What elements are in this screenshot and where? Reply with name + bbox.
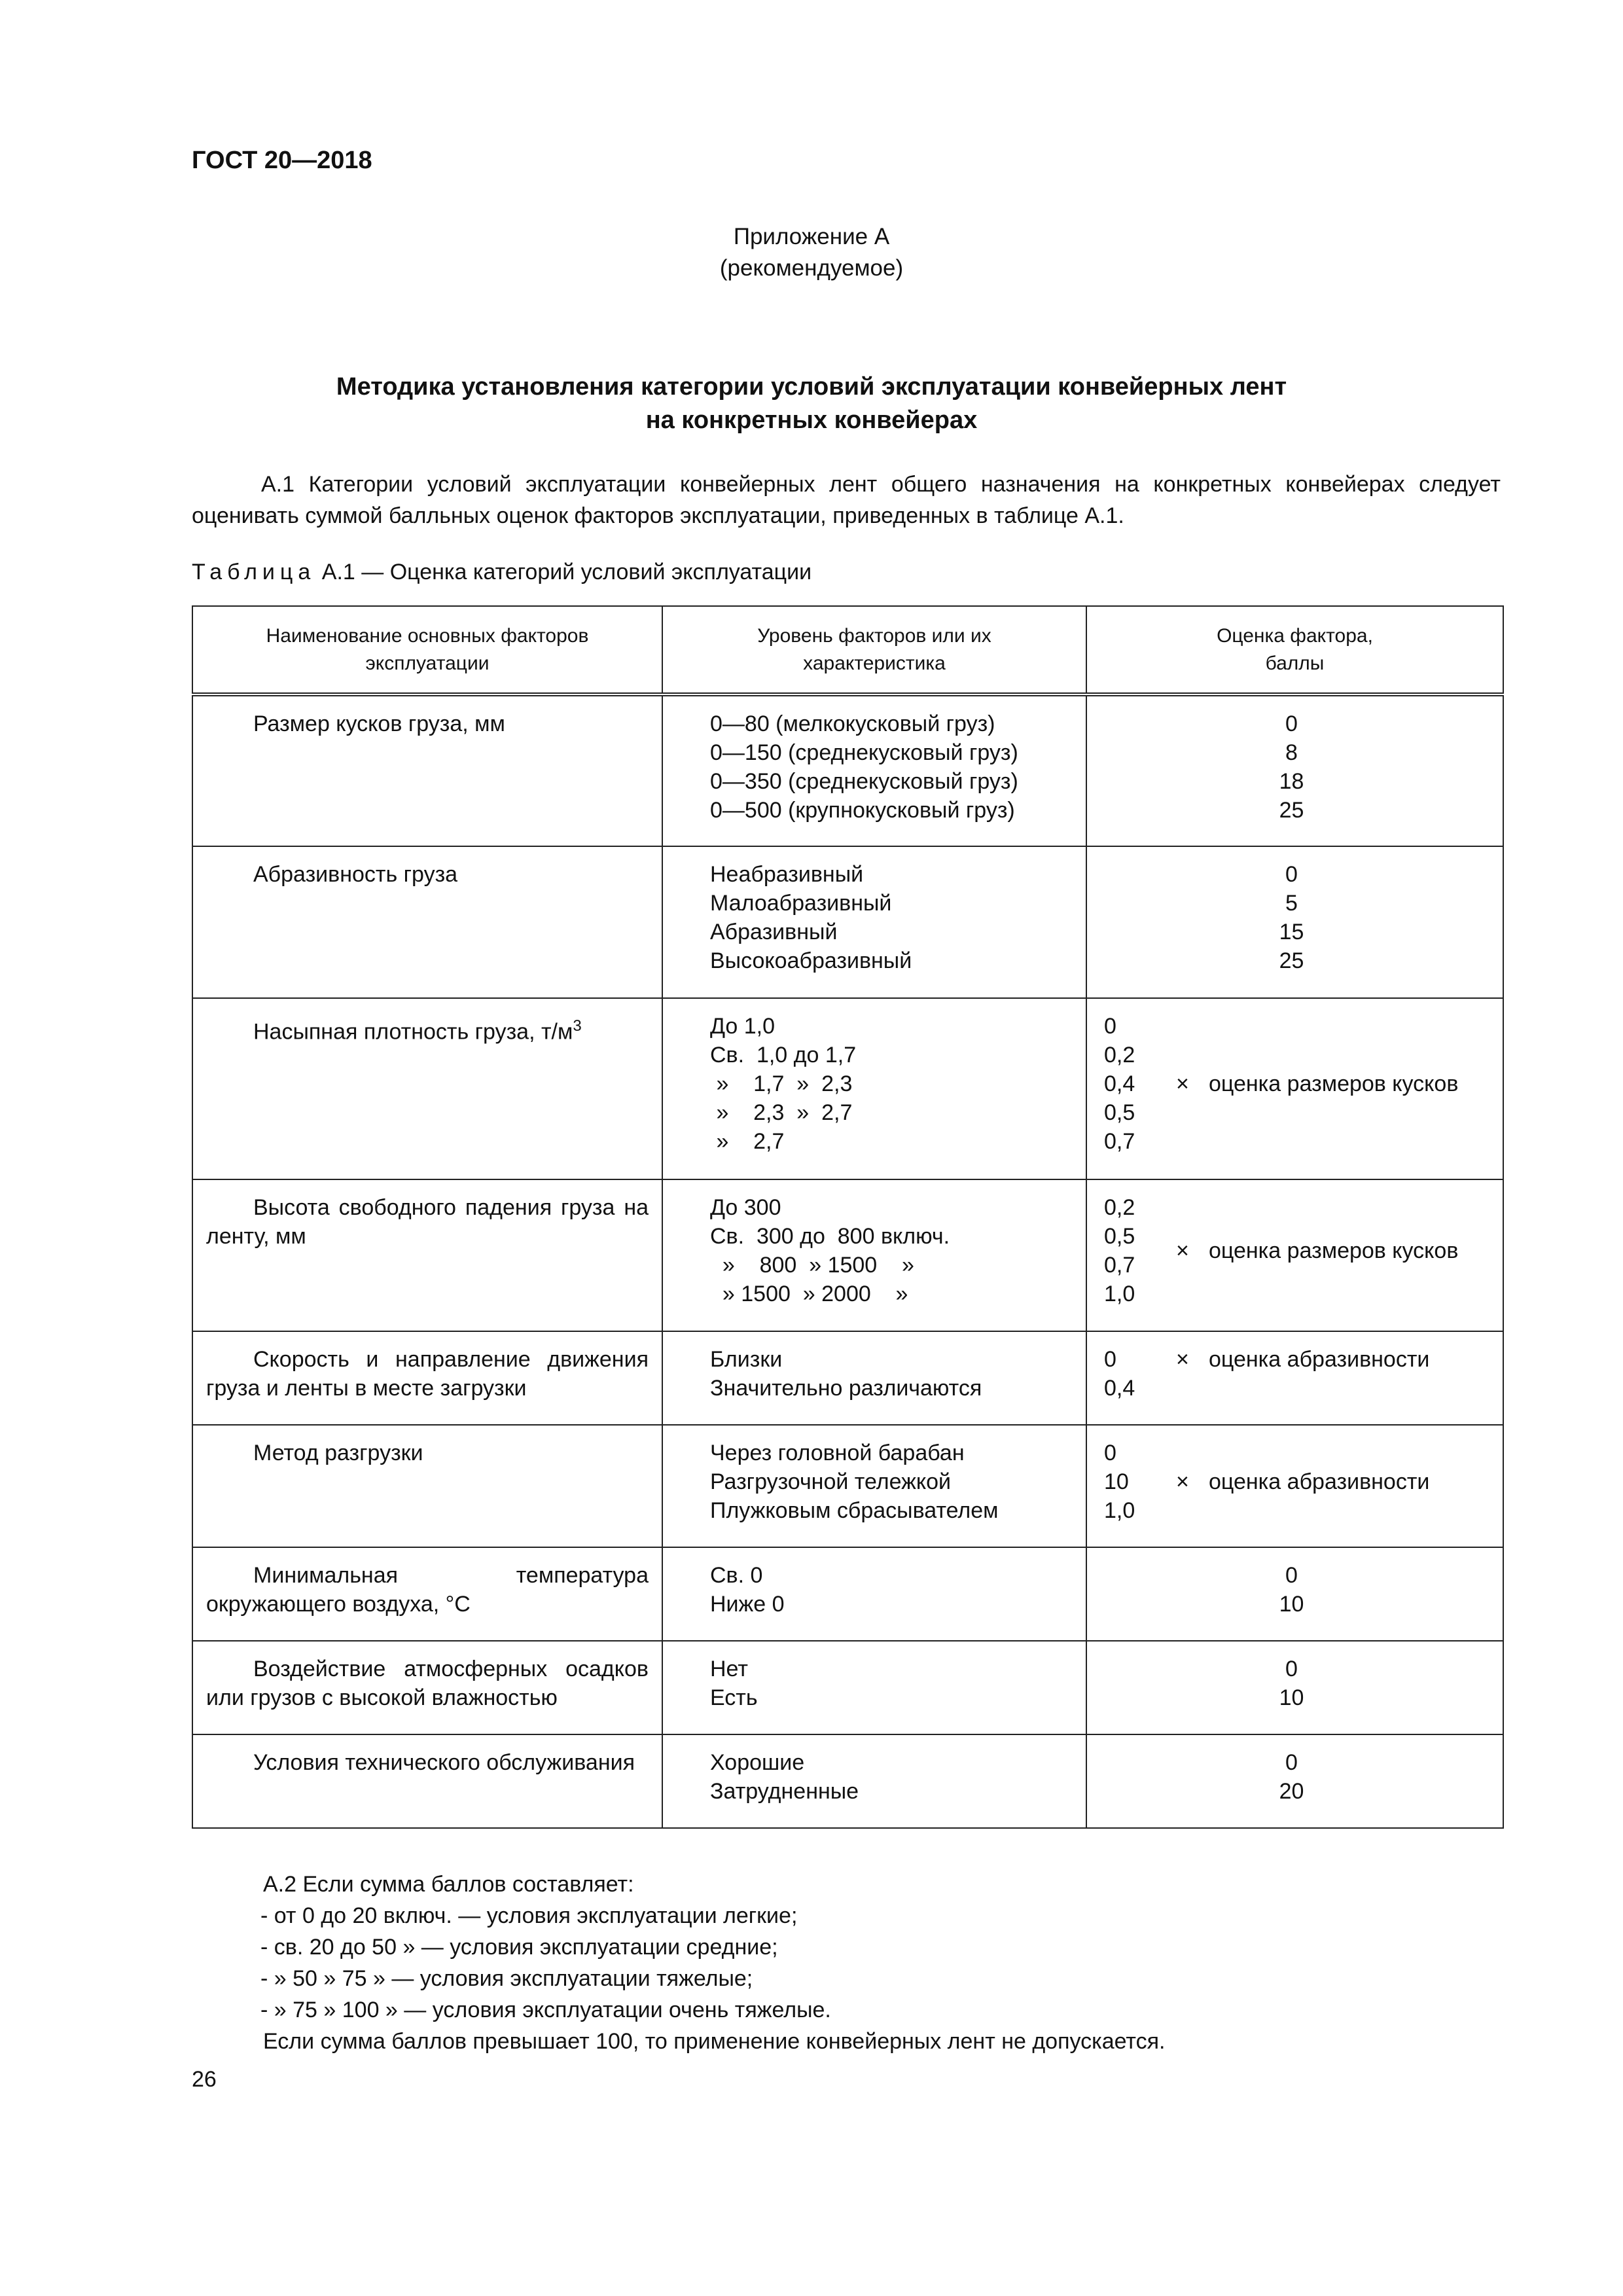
factor-name: Условия технического обслуживания bbox=[253, 1750, 635, 1775]
method-title-line-1: Методика установления категории условий эксплуатации конвейерных лент bbox=[336, 373, 1287, 401]
level-item: Абразивный bbox=[710, 920, 838, 944]
level-cell bbox=[662, 1547, 1086, 1641]
table-body bbox=[192, 694, 1503, 1828]
level-item: 0—350 (среднекусковый груз) bbox=[710, 769, 1018, 794]
level-item: 0—150 (среднекусковый груз) bbox=[710, 740, 1018, 765]
table-caption bbox=[192, 560, 812, 585]
level-cell bbox=[662, 1641, 1086, 1734]
level-item: Нет bbox=[710, 1657, 748, 1681]
multiplier-text: оценка размеров кусков bbox=[1209, 1238, 1459, 1263]
table-row bbox=[192, 694, 1503, 846]
multiply-sign: × bbox=[1176, 1238, 1189, 1263]
document-code: ГОСТ 20—2018 bbox=[192, 147, 372, 174]
score-value: 0 bbox=[1285, 1750, 1298, 1775]
appendix-note: (рекомендуемое) bbox=[719, 255, 904, 281]
score-value: 25 bbox=[1279, 798, 1304, 823]
factor-cell bbox=[192, 694, 662, 846]
factor-name: Размер кусков груза, мм bbox=[253, 711, 505, 736]
level-item: Есть bbox=[710, 1685, 758, 1710]
level-cell bbox=[662, 1425, 1086, 1547]
score-value: 0 bbox=[1285, 711, 1298, 736]
method-title-line-2: на конкретных конвейерах bbox=[645, 406, 978, 434]
factor-name: Метод разгрузки bbox=[253, 1441, 423, 1465]
factor-cell bbox=[192, 998, 662, 1179]
multiply-sign: × bbox=[1176, 1469, 1189, 1494]
para-a2-line: А.2 Если сумма баллов составляет: bbox=[263, 1872, 634, 1897]
paragraph-a2 bbox=[260, 1869, 1166, 2057]
multiply-sign: × bbox=[1176, 1347, 1189, 1372]
score-cell bbox=[1086, 998, 1503, 1179]
factor-cell bbox=[192, 1641, 662, 1734]
factor-cell bbox=[192, 1425, 662, 1547]
factor-cell bbox=[192, 1734, 662, 1828]
score-value: 5 bbox=[1285, 891, 1298, 916]
score-value: 0,2 bbox=[1104, 1043, 1135, 1067]
para-a2-line: - » 50 » 75 » — условия эксплуатации тяжелые; bbox=[260, 1966, 753, 1991]
table-row bbox=[192, 1179, 1503, 1331]
score-value: 10 bbox=[1104, 1469, 1129, 1494]
score-value: 0 bbox=[1285, 862, 1298, 887]
factor-name: Высота свободного падения груза на ленту, мм bbox=[206, 1195, 649, 1249]
level-item: Малоабразивный bbox=[710, 891, 892, 916]
score-cell bbox=[1086, 1547, 1503, 1641]
table-row bbox=[192, 1641, 1503, 1734]
factor-cell bbox=[192, 846, 662, 998]
page-number: 26 bbox=[192, 2067, 217, 2092]
level-item: До 300 bbox=[710, 1195, 781, 1220]
score-cell bbox=[1086, 1734, 1503, 1828]
factor-name: Абразивность груза bbox=[253, 862, 458, 887]
level-cell bbox=[662, 1179, 1086, 1331]
score-value: 0,2 bbox=[1104, 1195, 1135, 1220]
level-item: Хорошие bbox=[710, 1750, 805, 1775]
level-item: Св. 0 bbox=[710, 1563, 763, 1588]
level-item: » 2,7 bbox=[710, 1129, 785, 1154]
factor-name: Насыпная плотность груза, т/м bbox=[253, 1019, 573, 1045]
level-item: Св. 300 до 800 включ. bbox=[710, 1224, 950, 1249]
level-cell bbox=[662, 998, 1086, 1179]
paragraph-a1: А.1 Категории условий эксплуатации конвейерных лент общего назначения на конкретных конвейерах следует оценивать суммой балльных оценок факторов эксплуатации, приведенных в таблице А.1. bbox=[192, 472, 1501, 528]
table-header-row bbox=[192, 606, 1503, 694]
score-value: 10 bbox=[1279, 1592, 1304, 1617]
table-row bbox=[192, 846, 1503, 998]
score-value: 1,0 bbox=[1104, 1498, 1135, 1523]
level-item: Неабразивный bbox=[710, 862, 864, 887]
level-item: » 800 » 1500 » bbox=[710, 1253, 914, 1278]
level-item: Затрудненные bbox=[710, 1779, 859, 1804]
score-cell bbox=[1086, 694, 1503, 846]
level-item: Разгрузочной тележкой bbox=[710, 1469, 952, 1494]
factor-name: Минимальная температура окружающего воздуха, °С bbox=[206, 1563, 649, 1617]
level-item: Высокоабразивный bbox=[710, 948, 912, 973]
table-caption-text: А.1 — Оценка категорий условий эксплуатации bbox=[321, 560, 812, 584]
score-value: 0,7 bbox=[1104, 1129, 1135, 1154]
header-score: Оценка фактора, баллы bbox=[1086, 606, 1503, 694]
table-row bbox=[192, 1425, 1503, 1547]
level-cell bbox=[662, 1734, 1086, 1828]
score-value: 0,5 bbox=[1104, 1100, 1135, 1125]
factor-cell bbox=[192, 1547, 662, 1641]
score-value: 18 bbox=[1279, 769, 1304, 794]
table-caption-prefix: Таблица bbox=[192, 560, 316, 584]
score-value: 8 bbox=[1285, 740, 1298, 765]
level-item: 0—80 (мелкокусковый груз) bbox=[710, 711, 995, 736]
score-value: 0 bbox=[1104, 1441, 1116, 1465]
score-cell bbox=[1086, 1425, 1503, 1547]
level-item: Близки bbox=[710, 1347, 783, 1372]
score-cell bbox=[1086, 1331, 1503, 1425]
score-cell bbox=[1086, 1641, 1503, 1734]
score-value: 0,4 bbox=[1104, 1376, 1135, 1401]
level-item: Св. 1,0 до 1,7 bbox=[710, 1043, 857, 1067]
factor-cell bbox=[192, 1179, 662, 1331]
factor-name: Скорость и направление движения груза и ленты в месте загрузки bbox=[206, 1347, 649, 1401]
score-value: 0,5 bbox=[1104, 1224, 1135, 1249]
header-factor: Наименование основных факторов эксплуатации bbox=[192, 606, 662, 694]
para-a2-line: - св. 20 до 50 » — условия эксплуатации средние; bbox=[260, 1935, 778, 1960]
level-cell bbox=[662, 694, 1086, 846]
table-row bbox=[192, 1331, 1503, 1425]
level-item: » 1500 » 2000 » bbox=[710, 1282, 908, 1306]
factor-cell bbox=[192, 1331, 662, 1425]
score-cell bbox=[1086, 846, 1503, 998]
multiplier-text: оценка абразивности bbox=[1209, 1469, 1430, 1494]
level-item: » 2,3 » 2,7 bbox=[710, 1100, 853, 1125]
level-item: Плужковым сбрасывателем bbox=[710, 1498, 999, 1523]
table-row bbox=[192, 1547, 1503, 1641]
header-level: Уровень факторов или их характеристика bbox=[662, 606, 1086, 694]
para-a2-line: Если сумма баллов превышает 100, то применение конвейерных лент не допускается. bbox=[263, 2029, 1166, 2054]
score-value: 15 bbox=[1279, 920, 1304, 944]
table-row bbox=[192, 1734, 1503, 1828]
score-value: 20 bbox=[1279, 1779, 1304, 1804]
appendix-title: Приложение А bbox=[733, 224, 890, 249]
score-value: 0 bbox=[1285, 1563, 1298, 1588]
level-item: Значительно различаются bbox=[710, 1376, 982, 1401]
para-a2-line: - от 0 до 20 включ. — условия эксплуатации легкие; bbox=[260, 1903, 798, 1928]
score-value: 0,4 bbox=[1104, 1071, 1135, 1096]
multiplier-text: оценка размеров кусков bbox=[1209, 1071, 1459, 1096]
para-a2-line: - » 75 » 100 » — условия эксплуатации очень тяжелые. bbox=[260, 1998, 831, 2022]
score-value: 0 bbox=[1104, 1014, 1116, 1039]
level-item: До 1,0 bbox=[710, 1014, 776, 1039]
score-value: 0 bbox=[1104, 1347, 1116, 1372]
score-value: 10 bbox=[1279, 1685, 1304, 1710]
multiplier-text: оценка абразивности bbox=[1209, 1347, 1430, 1372]
factor-superscript: 3 bbox=[573, 1017, 582, 1035]
factor-name: Воздействие атмосферных осадков или грузов с высокой влажностью bbox=[206, 1657, 649, 1710]
level-item: Ниже 0 bbox=[710, 1592, 785, 1617]
level-cell bbox=[662, 846, 1086, 998]
table-row bbox=[192, 998, 1503, 1179]
factors-table bbox=[192, 605, 1504, 1829]
score-value: 0 bbox=[1285, 1657, 1298, 1681]
level-item: 0—500 (крупнокусковый груз) bbox=[710, 798, 1015, 823]
multiply-sign: × bbox=[1176, 1071, 1189, 1096]
level-cell bbox=[662, 1331, 1086, 1425]
score-value: 0,7 bbox=[1104, 1253, 1135, 1278]
score-cell bbox=[1086, 1179, 1503, 1331]
score-value: 1,0 bbox=[1104, 1282, 1135, 1306]
level-item: Через головной барабан bbox=[710, 1441, 965, 1465]
level-item: » 1,7 » 2,3 bbox=[710, 1071, 853, 1096]
score-value: 25 bbox=[1279, 948, 1304, 973]
